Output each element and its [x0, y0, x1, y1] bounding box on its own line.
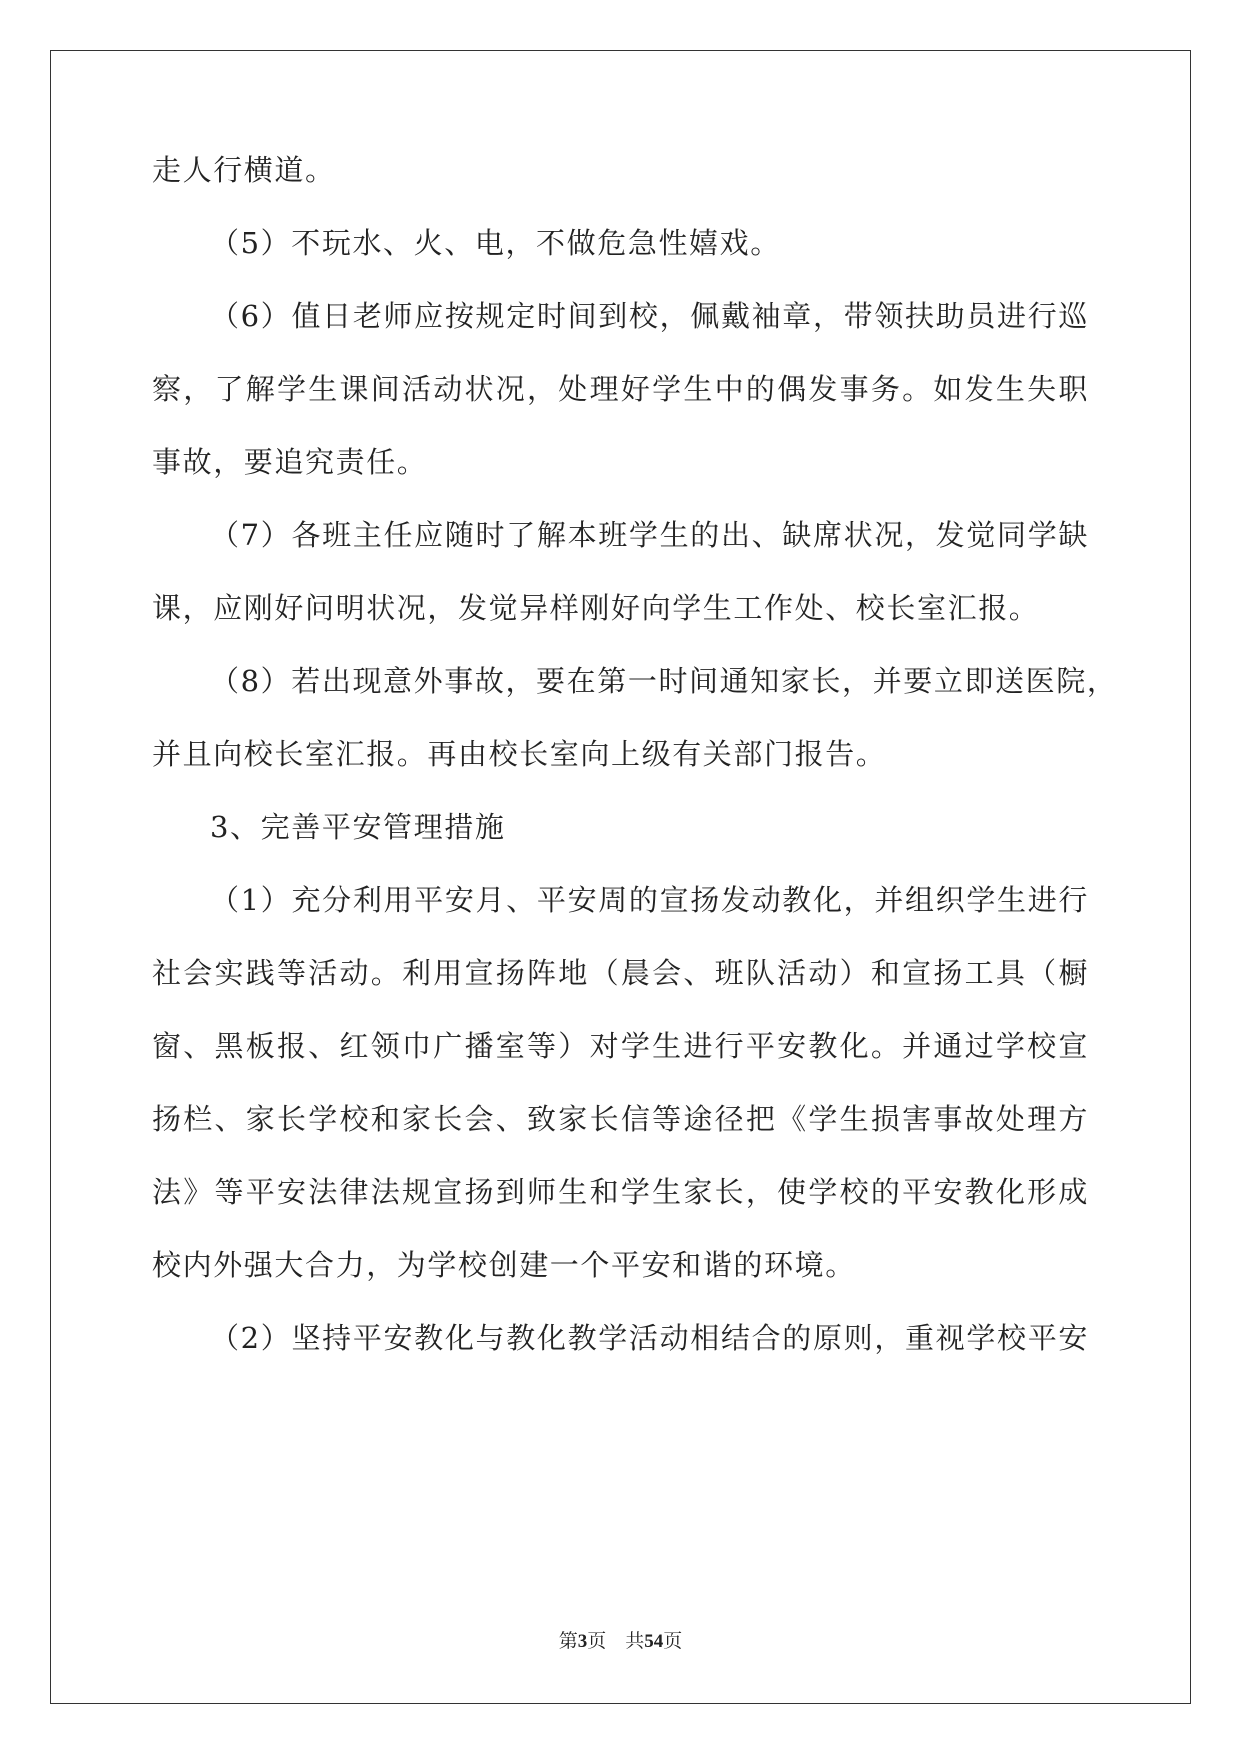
total-pages-number: 54: [644, 1631, 664, 1652]
total-suffix: 页: [663, 1631, 683, 1652]
current-page-number: 3: [577, 1631, 588, 1652]
text-line: 扬栏、家长学校和家长会、致家长信等途径把《学生损害事故处理方: [152, 1102, 1089, 1136]
page-suffix: 页: [587, 1631, 607, 1652]
text-line: 察，了解学生课间活动状况，处理好学生中的偶发事务。如发生失职: [152, 372, 1089, 406]
text-line: 窗、黑板报、红领巾广播室等）对学生进行平安教化。并通过学校宣: [152, 1029, 1089, 1063]
page-prefix: 第: [558, 1631, 578, 1652]
text-line: 事故，要追究责任。: [152, 445, 428, 479]
list-item-8: （8）若出现意外事故，要在第一时间通知家长，并要立即送医院，: [210, 664, 1118, 698]
text-line: 走人行横道。: [152, 153, 336, 187]
list-item-5: （5）不玩水、火、电，不做危急性嬉戏。: [210, 226, 781, 260]
list-item-1: （1）充分利用平安月、平安周的宣扬发动教化，并组织学生进行: [210, 883, 1089, 917]
list-item-2: （2）坚持平安教化与教化教学活动相结合的原则，重视学校平安: [210, 1321, 1089, 1355]
section-heading: 3、完善平安管理措施: [210, 810, 506, 844]
text-line: 并且向校长室汇报。再由校长室向上级有关部门报告。: [152, 737, 887, 771]
text-line: 法》等平安法律法规宣扬到师生和学生家长，使学校的平安教化形成: [152, 1175, 1089, 1209]
total-prefix: 共: [625, 1631, 645, 1652]
text-line: 课，应刚好问明状况，发觉异样刚好向学生工作处、校长室汇报。: [152, 591, 1040, 625]
page-footer: [0, 1629, 1241, 1655]
list-item-7: （7）各班主任应随时了解本班学生的出、缺席状况，发觉同学缺: [210, 518, 1089, 552]
text-line: 校内外强大合力，为学校创建一个平安和谐的环境。: [152, 1248, 856, 1282]
text-line: 社会实践等活动。利用宣扬阵地（晨会、班队活动）和宣扬工具（橱: [152, 956, 1089, 990]
list-item-6: （6）值日老师应按规定时间到校，佩戴袖章，带领扶助员进行巡: [210, 299, 1089, 333]
